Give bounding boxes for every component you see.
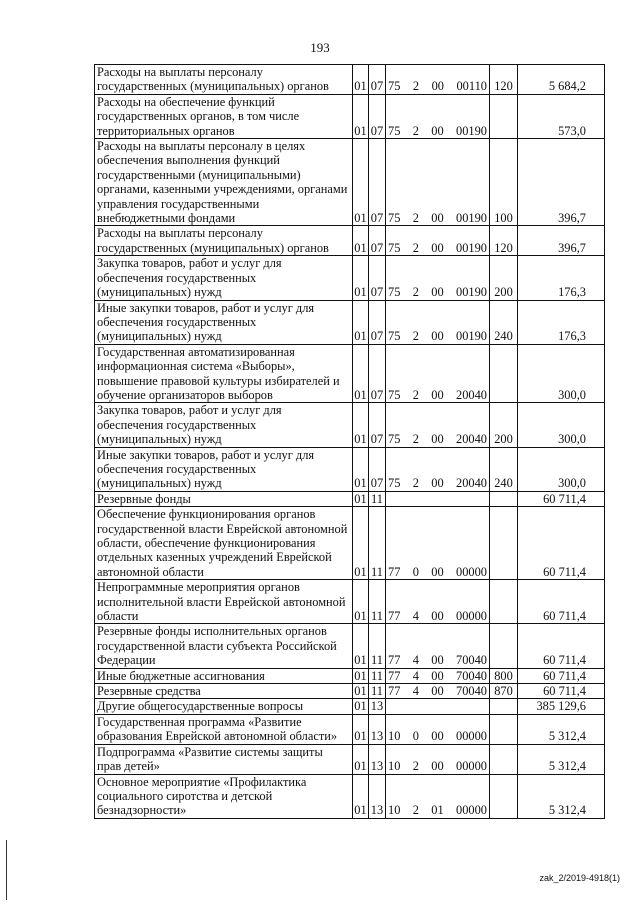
row-name-cell: Непрограммные мероприятия органов исполнительной власти Еврейской автономной области bbox=[95, 580, 353, 624]
target-article-part: 2 bbox=[412, 387, 419, 402]
row-section-cell: 01 bbox=[353, 94, 369, 138]
row-expense-type-cell bbox=[490, 699, 518, 714]
row-section-cell: 01 bbox=[353, 65, 369, 95]
row-subsection-cell: 07 bbox=[369, 256, 386, 300]
target-article-part: 2 bbox=[412, 211, 419, 226]
target-article-part: 00 bbox=[431, 432, 444, 447]
row-expense-type-cell: 200 bbox=[490, 256, 518, 300]
target-article-part: 2 bbox=[412, 432, 419, 447]
target-article-part: 00 bbox=[431, 285, 444, 300]
table-row bbox=[95, 624, 605, 668]
row-section-cell: 01 bbox=[353, 507, 369, 580]
row-subsection-cell: 13 bbox=[369, 714, 386, 744]
target-article-code bbox=[388, 285, 487, 299]
target-article-code bbox=[388, 388, 487, 402]
target-article-part: 00 bbox=[431, 387, 444, 402]
row-section-cell: 01 bbox=[353, 226, 369, 256]
row-expense-type-cell bbox=[490, 344, 518, 403]
target-article-part: 70040 bbox=[456, 668, 487, 683]
row-section-cell: 01 bbox=[353, 256, 369, 300]
target-article-part: 4 bbox=[412, 653, 419, 668]
target-article-part: 75 bbox=[388, 285, 401, 300]
row-target-article-cell bbox=[386, 491, 490, 506]
row-expense-type-cell: 800 bbox=[490, 668, 518, 683]
table-row bbox=[95, 699, 605, 714]
target-article-part: 00 bbox=[431, 653, 444, 668]
margin-mark bbox=[6, 840, 7, 900]
target-article-part: 10 bbox=[388, 759, 401, 774]
row-expense-type-cell: 100 bbox=[490, 139, 518, 226]
target-article-part: 2 bbox=[412, 329, 419, 344]
row-name-cell: Резервные средства bbox=[95, 684, 353, 699]
row-subsection-cell: 07 bbox=[369, 65, 386, 95]
target-article-part: 00190 bbox=[456, 240, 487, 255]
target-article-part: 00000 bbox=[456, 564, 487, 579]
row-amount-cell: 300,0 bbox=[518, 447, 605, 491]
target-article-part: 75 bbox=[388, 79, 401, 94]
target-article-part: 2 bbox=[412, 285, 419, 300]
target-article-part: 00 bbox=[431, 211, 444, 226]
row-name-cell: Закупка товаров, работ и услуг для обеспечения государственных (муниципальных) нужд bbox=[95, 403, 353, 447]
table-row bbox=[95, 139, 605, 226]
row-expense-type-cell: 870 bbox=[490, 684, 518, 699]
table-row bbox=[95, 256, 605, 300]
row-subsection-cell: 13 bbox=[369, 744, 386, 774]
target-article-part: 0 bbox=[412, 729, 419, 744]
row-amount-cell: 60 711,4 bbox=[518, 580, 605, 624]
row-expense-type-cell bbox=[490, 94, 518, 138]
row-amount-cell: 60 711,4 bbox=[518, 624, 605, 668]
target-article-part: 2 bbox=[412, 803, 419, 818]
row-name-cell: Резервные фонды bbox=[95, 491, 353, 506]
row-target-article-cell bbox=[386, 94, 490, 138]
row-expense-type-cell: 240 bbox=[490, 447, 518, 491]
target-article-part: 4 bbox=[412, 668, 419, 683]
target-article-code bbox=[388, 669, 487, 683]
row-target-article-cell bbox=[386, 300, 490, 344]
row-subsection-cell: 07 bbox=[369, 300, 386, 344]
row-expense-type-cell bbox=[490, 744, 518, 774]
row-name-cell: Основное мероприятие «Профилактика социального сиротства и детской безнадзорности» bbox=[95, 774, 353, 818]
target-article-part: 00000 bbox=[456, 759, 487, 774]
target-article-part: 70040 bbox=[456, 653, 487, 668]
target-article-part: 00 bbox=[431, 684, 444, 699]
row-expense-type-cell: 240 bbox=[490, 300, 518, 344]
target-article-part: 10 bbox=[388, 803, 401, 818]
target-article-part: 77 bbox=[388, 609, 401, 624]
target-article-code bbox=[388, 653, 487, 667]
row-section-cell: 01 bbox=[353, 624, 369, 668]
row-name-cell: Расходы на обеспечение функций государственных органов, в том числе территориальных органов bbox=[95, 94, 353, 138]
target-article-part: 2 bbox=[412, 759, 419, 774]
row-subsection-cell: 07 bbox=[369, 447, 386, 491]
row-amount-cell: 176,3 bbox=[518, 300, 605, 344]
row-name-cell: Государственная программа «Развитие образования Еврейской автономной области» bbox=[95, 714, 353, 744]
row-subsection-cell: 11 bbox=[369, 507, 386, 580]
row-amount-cell: 60 711,4 bbox=[518, 684, 605, 699]
target-article-part: 75 bbox=[388, 329, 401, 344]
target-article-code bbox=[388, 565, 487, 579]
row-name-cell: Государственная автоматизированная информационная система «Выборы», повышение правовой культуры избирателей и обучение организаторов выборов bbox=[95, 344, 353, 403]
footer-document-code: zak_2/2019-4918(1) bbox=[539, 873, 620, 883]
target-article-code bbox=[388, 432, 487, 446]
row-section-cell: 01 bbox=[354, 491, 367, 506]
target-article-part: 2 bbox=[412, 123, 419, 138]
target-article-code bbox=[388, 759, 487, 773]
target-article-part: 00000 bbox=[456, 803, 487, 818]
row-amount-cell: 573,0 bbox=[518, 94, 605, 138]
row-section-cell: 01 bbox=[353, 300, 369, 344]
row-name-cell: Другие общегосударственные вопросы bbox=[95, 699, 353, 714]
target-article-part: 77 bbox=[388, 564, 401, 579]
row-amount-cell: 385 129,6 bbox=[518, 699, 605, 714]
target-article-part: 70040 bbox=[456, 684, 487, 699]
target-article-part: 75 bbox=[388, 240, 401, 255]
row-target-article-cell bbox=[386, 65, 490, 95]
row-expense-type-cell bbox=[490, 491, 518, 506]
row-name-cell: Иные закупки товаров, работ и услуг для обеспечения государственных (муниципальных) нужд bbox=[95, 447, 353, 491]
table-row bbox=[95, 403, 605, 447]
target-article-code bbox=[388, 476, 487, 490]
row-target-article-cell bbox=[386, 684, 490, 699]
row-expense-type-cell: 120 bbox=[490, 65, 518, 95]
row-name-cell: Расходы на выплаты персоналу государственных (муниципальных) органов bbox=[95, 226, 353, 256]
row-target-article-cell bbox=[386, 507, 490, 580]
row-subsection-cell: 07 bbox=[369, 344, 386, 403]
table-row bbox=[95, 774, 605, 818]
target-article-part: 00 bbox=[431, 668, 444, 683]
target-article-part: 75 bbox=[388, 476, 401, 491]
target-article-part: 00110 bbox=[456, 79, 487, 94]
row-expense-type-cell bbox=[490, 714, 518, 744]
row-amount-cell: 396,7 bbox=[518, 139, 605, 226]
row-expense-type-cell: 200 bbox=[490, 403, 518, 447]
target-article-part: 00190 bbox=[456, 285, 487, 300]
target-article-part: 00 bbox=[431, 79, 444, 94]
target-article-part: 75 bbox=[388, 123, 401, 138]
target-article-part: 2 bbox=[412, 240, 419, 255]
target-article-part: 00 bbox=[431, 729, 444, 744]
target-article-code bbox=[388, 79, 487, 93]
target-article-part: 00 bbox=[431, 123, 444, 138]
target-article-part: 20040 bbox=[456, 387, 487, 402]
row-subsection-cell: 07 bbox=[369, 226, 386, 256]
row-target-article-cell bbox=[386, 256, 490, 300]
row-name-cell: Расходы на выплаты персоналу в целях обеспечения выполнения функций государственными (муниципальными) органами, казенными учреждениями, органами управления государственными внебюджетными фондами bbox=[95, 139, 353, 226]
budget-table bbox=[94, 64, 605, 819]
table-row bbox=[95, 491, 605, 506]
target-article-part: 2 bbox=[412, 79, 420, 94]
table-row bbox=[95, 344, 605, 403]
table-row bbox=[95, 447, 605, 491]
page-number: 193 bbox=[310, 40, 330, 55]
row-amount-cell: 300,0 bbox=[518, 403, 605, 447]
row-amount-cell: 60 711,4 bbox=[518, 668, 605, 683]
row-section-cell: 01 bbox=[353, 344, 369, 403]
table-row bbox=[95, 507, 605, 580]
row-expense-type-cell bbox=[490, 774, 518, 818]
row-name-cell: Закупка товаров, работ и услуг для обеспечения государственных (муниципальных) нужд bbox=[95, 256, 353, 300]
row-subsection-cell: 07 bbox=[369, 139, 386, 226]
row-target-article-cell bbox=[386, 714, 490, 744]
row-section-cell: 01 bbox=[353, 447, 369, 491]
target-article-part: 77 bbox=[388, 653, 401, 668]
row-amount-cell: 396,7 bbox=[518, 226, 605, 256]
row-subsection-cell: 11 bbox=[369, 668, 386, 683]
target-article-part: 00 bbox=[431, 564, 444, 579]
row-expense-type-cell bbox=[490, 507, 518, 580]
row-amount-cell: 60 711,4 bbox=[518, 491, 605, 506]
row-target-article-cell bbox=[386, 403, 490, 447]
target-article-part: 75 bbox=[388, 387, 401, 402]
table-row bbox=[95, 94, 605, 138]
row-amount-cell: 5 312,4 bbox=[518, 774, 605, 818]
target-article-code bbox=[388, 684, 487, 698]
row-subsection-cell: 13 bbox=[369, 699, 386, 714]
row-name-cell: Резервные фонды исполнительных органов государственной власти субъекта Российской Федерации bbox=[95, 624, 353, 668]
target-article-part: 00 bbox=[431, 240, 444, 255]
row-amount-cell: 5 684,2 bbox=[518, 65, 605, 95]
table-row bbox=[95, 684, 605, 699]
row-target-article-cell bbox=[386, 226, 490, 256]
row-subsection-cell: 11 bbox=[369, 491, 386, 506]
target-article-code bbox=[388, 124, 487, 138]
target-article-part: 0 bbox=[412, 564, 419, 579]
target-article-part: 77 bbox=[388, 668, 401, 683]
row-expense-type-cell: 120 bbox=[490, 226, 518, 256]
target-article-part: 00190 bbox=[456, 123, 487, 138]
target-article-part: 01 bbox=[431, 803, 444, 818]
row-name-cell: Иные бюджетные ассигнования bbox=[95, 668, 353, 683]
target-article-part: 10 bbox=[388, 729, 401, 744]
target-article-part: 00 bbox=[431, 759, 444, 774]
row-subsection-cell: 07 bbox=[369, 94, 386, 138]
target-article-part: 00000 bbox=[456, 609, 487, 624]
row-expense-type-cell bbox=[490, 624, 518, 668]
row-amount-cell: 300,0 bbox=[518, 344, 605, 403]
row-name-cell: Обеспечение функционирования органов государственной власти Еврейской автономной области, обеспечение функционирования отдельных казенных учреждений Еврейской автономной области bbox=[95, 507, 353, 580]
target-article-part: 4 bbox=[412, 609, 419, 624]
target-article-part: 00 bbox=[431, 329, 444, 344]
row-amount-cell: 176,3 bbox=[518, 256, 605, 300]
row-subsection-cell: 11 bbox=[369, 580, 386, 624]
target-article-code bbox=[388, 241, 487, 255]
row-name-cell: Расходы на выплаты персоналу государственных (муниципальных) органов bbox=[95, 65, 353, 95]
target-article-part: 00190 bbox=[456, 211, 487, 226]
row-name-cell: Иные закупки товаров, работ и услуг для обеспечения государственных (муниципальных) нужд bbox=[95, 300, 353, 344]
target-article-part: 75 bbox=[388, 432, 401, 447]
row-target-article-cell bbox=[386, 699, 490, 714]
row-amount-cell: 60 711,4 bbox=[518, 507, 605, 580]
target-article-part: 77 bbox=[388, 684, 401, 699]
budget-table-body bbox=[95, 65, 605, 819]
row-target-article-cell bbox=[386, 580, 490, 624]
table-row bbox=[95, 65, 605, 95]
target-article-code bbox=[388, 609, 487, 623]
target-article-part: 00000 bbox=[456, 729, 487, 744]
target-article-part: 2 bbox=[412, 476, 419, 491]
row-amount-cell: 5 312,4 bbox=[518, 714, 605, 744]
row-amount-cell: 5 312,4 bbox=[518, 744, 605, 774]
row-target-article-cell bbox=[386, 447, 490, 491]
target-article-part: 20040 bbox=[456, 432, 487, 447]
target-article-code bbox=[388, 329, 487, 343]
row-target-article-cell bbox=[386, 774, 490, 818]
row-subsection-cell: 11 bbox=[369, 624, 386, 668]
row-section-cell: 01 bbox=[354, 668, 367, 683]
row-target-article-cell bbox=[386, 139, 490, 226]
row-section-cell: 01 bbox=[353, 714, 369, 744]
table-row bbox=[95, 714, 605, 744]
target-article-part: 75 bbox=[388, 211, 401, 226]
row-subsection-cell: 11 bbox=[369, 684, 386, 699]
row-section-cell: 01 bbox=[353, 774, 369, 818]
row-target-article-cell bbox=[386, 624, 490, 668]
row-section-cell: 01 bbox=[353, 744, 369, 774]
target-article-part: 00190 bbox=[456, 329, 487, 344]
row-section-cell: 01 bbox=[353, 139, 369, 226]
row-target-article-cell bbox=[386, 668, 490, 683]
row-target-article-cell bbox=[386, 744, 490, 774]
target-article-code bbox=[388, 211, 487, 225]
row-section-cell: 01 bbox=[354, 684, 367, 699]
row-name-cell: Подпрограмма «Развитие системы защиты прав детей» bbox=[95, 744, 353, 774]
row-expense-type-cell bbox=[490, 580, 518, 624]
row-target-article-cell bbox=[386, 344, 490, 403]
target-article-code bbox=[388, 729, 487, 743]
row-section-cell: 01 bbox=[353, 580, 369, 624]
table-row bbox=[95, 226, 605, 256]
row-section-cell: 01 bbox=[354, 699, 367, 714]
table-row bbox=[95, 744, 605, 774]
target-article-part: 20040 bbox=[456, 476, 487, 491]
target-article-part: 4 bbox=[412, 684, 419, 699]
target-article-part: 00 bbox=[431, 476, 444, 491]
table-row bbox=[95, 300, 605, 344]
target-article-part: 00 bbox=[431, 609, 444, 624]
table-row bbox=[95, 580, 605, 624]
target-article-code bbox=[388, 803, 487, 817]
table-row bbox=[95, 668, 605, 683]
row-subsection-cell: 07 bbox=[369, 403, 386, 447]
row-subsection-cell: 13 bbox=[369, 774, 386, 818]
row-section-cell: 01 bbox=[353, 403, 369, 447]
